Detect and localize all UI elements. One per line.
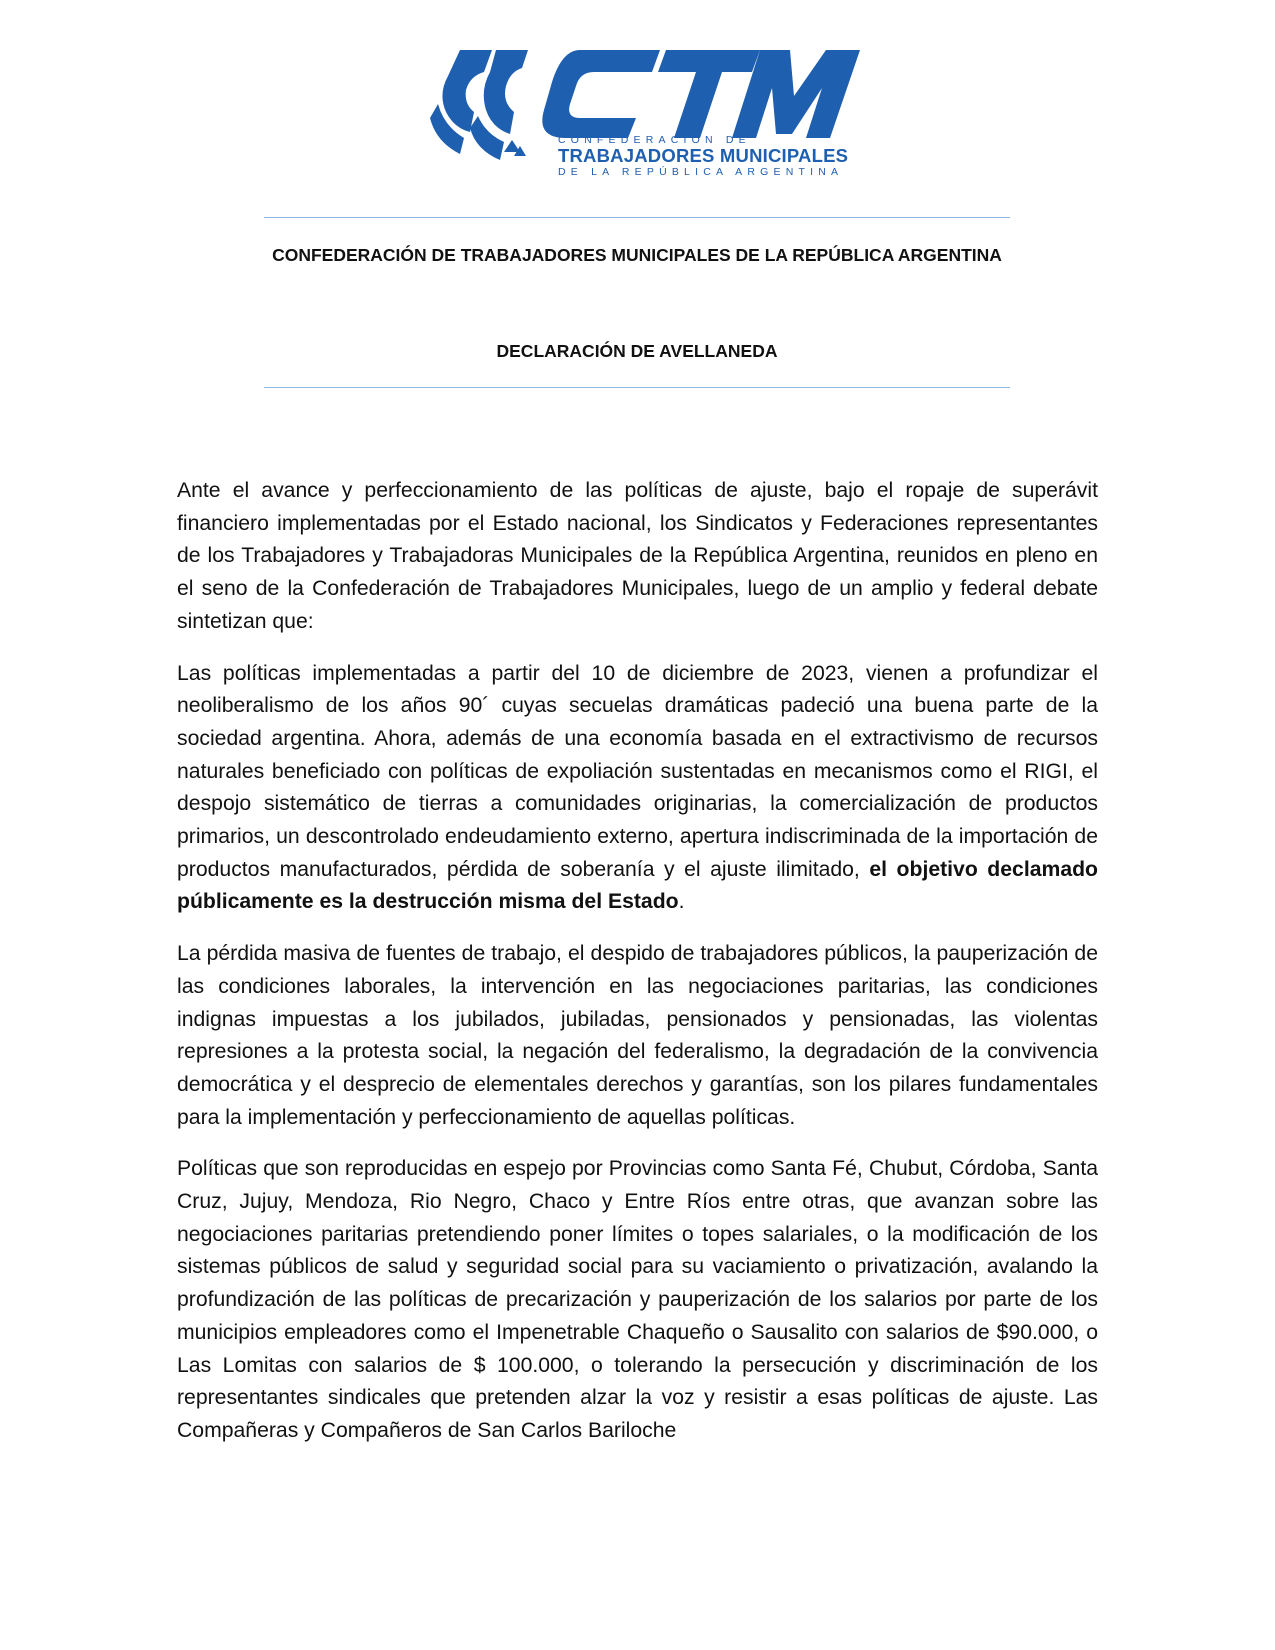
logo-line-2: TRABAJADORES MUNICIPALES — [558, 145, 849, 166]
paragraph-2 — [177, 658, 1098, 920]
logo-line-3: DE LA REPÚBLICA ARGENTINA — [558, 166, 844, 178]
paragraph-2-emphasis: el objetivo declamado públicamente es la destrucción misma del Estado — [177, 857, 1098, 914]
document-title: DECLARACIÓN DE AVELLANEDA — [496, 341, 778, 361]
logo-line-1: CONFEDERACIÓN DE — [558, 134, 751, 146]
paragraph-2-end: . — [678, 890, 685, 914]
top-divider — [264, 217, 1010, 218]
logo-caption — [558, 134, 858, 178]
document-body — [177, 475, 1098, 1448]
paragraph-3: La pérdida masiva de fuentes de trabajo, el despido de trabajadores públicos, la pauperización de las condiciones laborales, la intervención en las negociaciones paritarias, las condiciones indignas impuestas a los jubilados, jubiladas, pensionados y pensionadas, las violentas represiones a la protesta social, la negación del federalismo, la degradación de la convivencia democrática y el desprecio de elementales derechos y garantías, son los pilares fundamentales para la implementación y perfeccionamiento de aquellas políticas. — [177, 942, 1098, 1129]
ctm-logo — [430, 42, 860, 182]
paragraph-1: Ante el avance y perfeccionamiento de las políticas de ajuste, bajo el ropaje de superávit financiero implementadas por el Estado nacional, los Sindicatos y Federaciones representantes de los Trabajadores y Trabajadoras Municipales de la República Argentina, reunidos en pleno en el seno de la Confederación de Trabajadores Municipales, luego de un amplio y federal debate sintetizan que: — [177, 479, 1098, 633]
paragraph-2-text: Las políticas implementadas a partir del 10 de diciembre de 2023, vienen a profundizar el neoliberalismo de los años 90´ cuyas secuelas dramáticas padeció una buena parte de la sociedad argentina. Ahora, además de una economía basada en el extractivismo de recursos naturales beneficiado con políticas de expoliación sustentadas en mecanismos como el RIGI, el despojo sistemático de tierras a comunidades originarias, la comercialización de productos primarios, un descontrolado endeudamiento externo, apertura indiscriminada de la importación de productos manufacturados, pérdida de soberanía y el ajuste ilimitado, — [177, 661, 1098, 881]
paragraph-4: Políticas que son reproducidas en espejo por Provincias como Santa Fé, Chubut, Córdoba, Santa Cruz, Jujuy, Mendoza, Rio Negro, Chaco y Entre Ríos entre otras, que avanzan sobre las negociaciones paritarias pretendiendo poner límites o topes salariales, o la modificación de los sistemas públicos de salud y seguridad social para su vaciamiento o privatización, avalando la profundización de las políticas de precarización y pauperización de los salarios por parte de los municipios empleadores como el Impenetrable Chaqueño o Sausalito con salarios de $90.000, o Las Lomitas con salarios de $ 100.000, o tolerando la persecución y discriminación de los representantes sindicales que pretenden alzar la voz y resistir a esas políticas de ajuste. Las Compañeras y Compañeros de San Carlos Bariloche — [177, 1157, 1098, 1442]
bottom-divider — [264, 387, 1010, 388]
organization-heading: CONFEDERACIÓN DE TRABAJADORES MUNICIPALES DE LA REPÚBLICA ARGENTINA — [272, 245, 1002, 265]
